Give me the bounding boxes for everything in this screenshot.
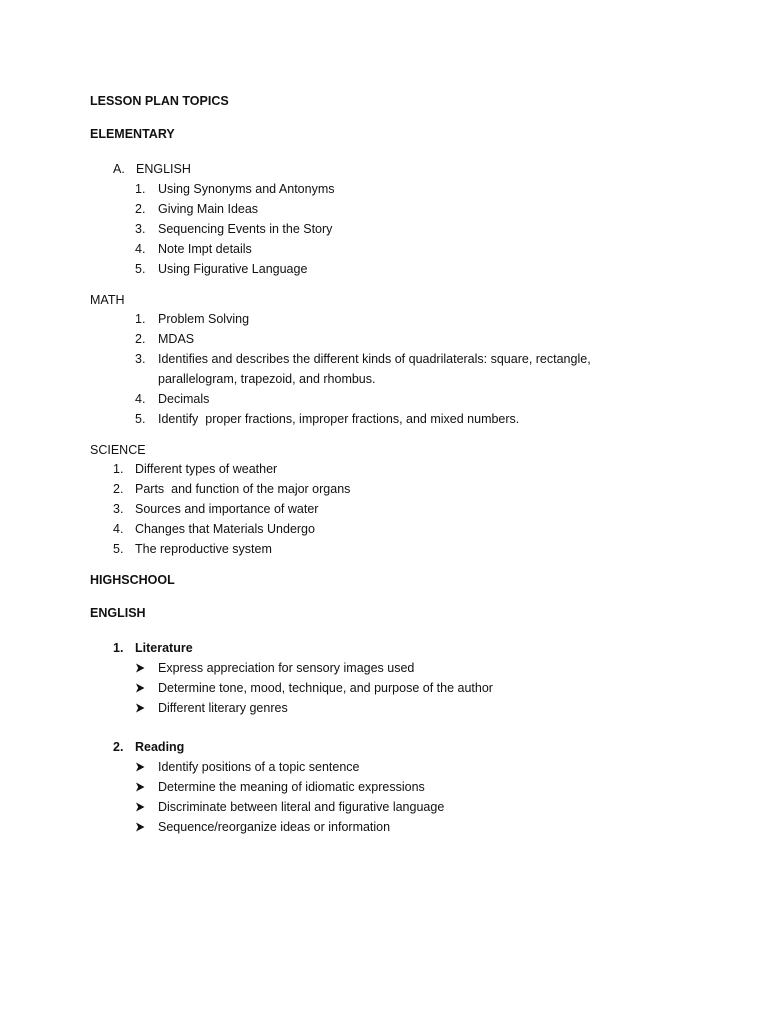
arrow-bullet-icon [135, 802, 145, 812]
list-item [113, 479, 710, 499]
list-marker: A. [113, 162, 125, 176]
reading-heading-row [113, 737, 710, 757]
list-item-text: Sequence/reorganize ideas or information [158, 820, 391, 834]
list-item-text: Determine the meaning of idiomatic expressions [158, 780, 425, 794]
list-number: 5. [113, 542, 124, 556]
list-item-text: Express appreciation for sensory images used [158, 661, 415, 675]
list-number: 3. [135, 352, 146, 366]
literature-heading-row [113, 638, 710, 658]
list-item [135, 777, 710, 797]
list-item-text: Using Figurative Language [158, 262, 308, 276]
list-item [135, 678, 710, 698]
list-item [135, 757, 710, 777]
list-item [135, 817, 710, 837]
list-item [135, 329, 710, 349]
list-item-text: Identify positions of a topic sentence [158, 760, 360, 774]
arrow-bullet-icon [135, 782, 145, 792]
arrow-bullet-icon [135, 663, 145, 673]
list-item-text: Different literary genres [158, 701, 288, 715]
list-number: 1. [113, 462, 124, 476]
list-item-text: Changes that Materials Undergo [135, 522, 315, 536]
list-item-text: Parts and function of the major organs [135, 482, 351, 496]
list-item [135, 797, 710, 817]
list-number: 4. [135, 392, 146, 406]
document-title: LESSON PLAN TOPICS [90, 94, 229, 108]
list-item [135, 239, 710, 259]
list-item-text: MDAS [158, 332, 195, 346]
list-number: 1. [135, 182, 146, 196]
list-number: 1. [113, 641, 124, 655]
reading-bullet-list [90, 757, 710, 837]
list-number: 3. [113, 502, 124, 516]
arrow-bullet-icon [135, 703, 145, 713]
list-item-text: Sources and importance of water [135, 502, 319, 516]
list-item-text: Decimals [158, 392, 210, 406]
list-item [135, 179, 710, 199]
list-item [135, 658, 710, 678]
list-item [135, 389, 710, 409]
list-item [135, 409, 710, 429]
science-list [90, 459, 710, 559]
list-number: 5. [135, 412, 146, 426]
math-list [90, 309, 710, 429]
list-item [135, 219, 710, 239]
highschool-heading: HIGHSCHOOL [90, 573, 175, 587]
list-item [135, 698, 710, 718]
literature-heading: Literature [135, 641, 193, 655]
list-item-text: Note Impt details [158, 242, 252, 256]
list-number: 4. [135, 242, 146, 256]
list-number: 2. [113, 740, 124, 754]
list-item-text: Using Synonyms and Antonyms [158, 182, 335, 196]
list-item [135, 309, 710, 329]
elementary-english-list [90, 179, 710, 279]
list-item [113, 539, 710, 559]
reading-heading: Reading [135, 740, 185, 754]
list-item [113, 519, 710, 539]
list-item-text: Identify proper fractions, improper fractions, and mixed numbers. [158, 412, 520, 426]
list-item-text: Giving Main Ideas [158, 202, 259, 216]
science-heading: SCIENCE [90, 443, 146, 457]
list-item [135, 199, 710, 219]
list-number: 4. [113, 522, 124, 536]
list-item [135, 259, 710, 279]
list-item [113, 499, 710, 519]
highschool-english-heading: ENGLISH [90, 606, 146, 620]
elementary-english-label-row [113, 159, 710, 179]
document-body [90, 93, 710, 837]
literature-bullet-list [90, 658, 710, 718]
list-item-text: Determine tone, mood, technique, and purpose of the author [158, 681, 493, 695]
arrow-bullet-icon [135, 822, 145, 832]
arrow-bullet-icon [135, 683, 145, 693]
list-item-text: Identifies and describes the different kinds of quadrilaterals: square, rectangle, parallelogram, trapezoid, and rhombus. [158, 352, 591, 386]
list-item [135, 349, 710, 389]
list-number: 2. [135, 332, 146, 346]
list-item-text: The reproductive system [135, 542, 272, 556]
list-item-text: Sequencing Events in the Story [158, 222, 333, 236]
list-item-text: Problem Solving [158, 312, 250, 326]
elementary-english-label: ENGLISH [136, 162, 191, 176]
arrow-bullet-icon [135, 762, 145, 772]
list-item [113, 459, 710, 479]
list-number: 2. [135, 202, 146, 216]
list-number: 2. [113, 482, 124, 496]
list-item-text: Different types of weather [135, 462, 278, 476]
list-item-text: Discriminate between literal and figurative language [158, 800, 445, 814]
elementary-heading: ELEMENTARY [90, 127, 175, 141]
list-number: 5. [135, 262, 146, 276]
list-number: 1. [135, 312, 146, 326]
list-number: 3. [135, 222, 146, 236]
math-heading: MATH [90, 293, 125, 307]
